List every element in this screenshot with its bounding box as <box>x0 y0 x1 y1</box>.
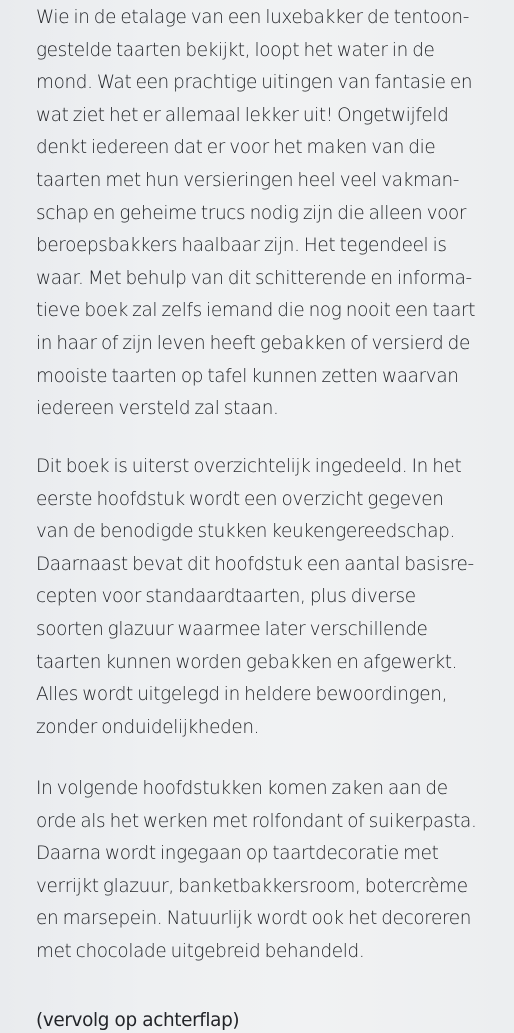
text-line: cepten voor standaardtaarten, plus diverse <box>36 586 416 608</box>
text-line: mooiste taarten op tafel kunnen zetten waarvan <box>36 365 459 387</box>
text-line: eerste hoofdstuk wordt een overzicht gegeven <box>36 488 444 510</box>
text-line: Daarna wordt ingegaan op taartdecoratie met <box>36 843 439 865</box>
paragraph-overview <box>36 451 506 744</box>
text-line: gestelde taarten bekijkt, loopt het water in de <box>36 39 435 61</box>
text-line: denkt iedereen dat er voor het maken van die <box>36 137 436 159</box>
text-line: taarten kunnen worden gebakken en afgewerkt. <box>36 651 458 673</box>
text-line: schap en geheime trucs nodig zijn die alleen voor <box>36 202 467 224</box>
text-line: wat ziet het er allemaal lekker uit! Ongetwijfeld <box>36 104 449 126</box>
text-line: taarten met hun versieringen heel veel vakman- <box>36 169 460 191</box>
text-line: in haar of zijn leven heeft gebakken of versierd de <box>36 332 470 354</box>
text-line: zonder onduidelijkheden. <box>36 716 260 738</box>
text-line: met chocolade uitgebreid behandeld. <box>36 940 365 962</box>
text-line: orde als het werken met rolfondant of suikerpasta. <box>36 810 477 832</box>
continuation-note: (vervolg op achterflap) <box>36 1010 240 1031</box>
text-line: mond. Wat een prachtige uitingen van fantasie en <box>36 72 473 94</box>
text-line: en marsepein. Natuurlijk wordt ook het decoreren <box>36 908 472 930</box>
text-line: Daarnaast bevat dit hoofdstuk een aantal basisre- <box>36 553 474 575</box>
text-line: Wie in de etalage van een luxebakker de tentoon- <box>36 7 469 28</box>
paragraph-chapters <box>36 773 506 969</box>
text-line: iedereen versteld zal staan. <box>36 398 279 420</box>
text-line: In volgende hoofdstukken komen zaken aan de <box>36 778 448 799</box>
text-line: Dit boek is uiterst overzichtelijk ingedeeld. In het <box>36 456 462 477</box>
text-line: van de benodigde stukken keukengereedschap. <box>36 521 455 543</box>
text-line: verrijkt glazuur, banketbakkersroom, botercrème <box>36 875 468 897</box>
text-line: tieve boek zal zelfs iemand die nog nooit een taart <box>36 300 476 322</box>
text-line: beroepsbakkers haalbaar zijn. Het tegendeel is <box>36 235 447 257</box>
text-line: Alles wordt uitgelegd in heldere bewoordingen, <box>36 684 448 706</box>
text-line: soorten glazuur waarmee later verschillende <box>36 618 428 640</box>
text-line: waar. Met behulp van dit schitterende en informa- <box>36 267 472 289</box>
paragraph-intro <box>36 2 506 426</box>
